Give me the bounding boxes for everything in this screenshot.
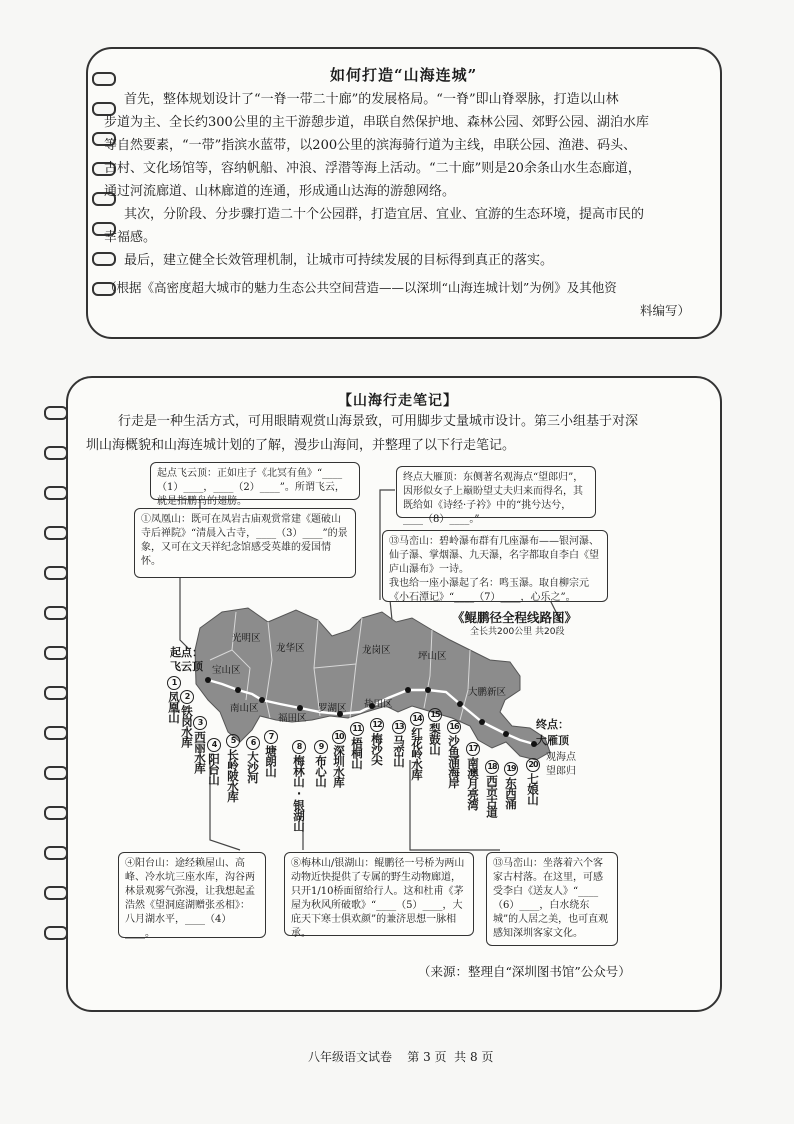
article-line: 最后，建立健全长效管理机制，让城市可持续发展的目标得到真正的落实。 xyxy=(124,253,554,268)
article-line: 首先，整体规划设计了“一脊一带二十廊”的发展格局。“一脊”即山脊翠脉，打造以山林 xyxy=(124,92,619,107)
stop-label: 13马峦山 xyxy=(392,722,406,767)
end-sub2: 望郎归 xyxy=(546,766,576,777)
end-name: 大雁顶 xyxy=(536,734,569,747)
note-maluan-a: ⑬马峦山：碧岭瀑布群有几座瀑布——银河瀑、仙子瀑、掌烟瀑、九天瀑，名字都取自李白《望庐山瀑布》一诗。 xyxy=(389,536,599,575)
notes-title: 【山海行走笔记】 xyxy=(338,393,458,409)
article-line: 等自然要素，“一带”指滨水蓝带，以200公里的滨海骑行道为主线，串联公园、渔港、码头、 xyxy=(104,138,637,153)
notes-source: （来源：整理自“深圳图书馆”公众号） xyxy=(418,964,631,979)
stop-label: 1凤凰山 xyxy=(167,678,181,723)
note-fenghuang: ①凤凰山：既可在凤岩古庙观赏常建《题破山寺后禅院》“清晨入古寺，____（3）____”的景象，又可在文天祥纪念馆感受英雄的爱国情怀。 xyxy=(134,508,356,578)
page-footer: 八年级语文试卷 第 3 页 共 8 页 xyxy=(308,1050,494,1064)
article-line: 通过河流廊道、山林廊道的连通，形成通山达海的游憩网络。 xyxy=(104,184,456,199)
article-title: 如何打造“山海连城” xyxy=(330,66,478,84)
stop-label: 5长岭陂水库 xyxy=(226,736,240,802)
note-yangtai: ④阳台山：途经赖屋山、高峰、冷水坑三座水库，沟谷两林景观雾气弥漫，让我想起孟浩然《望洞庭湖赠张丞相》：八月湖水平，____（4）____。 xyxy=(118,852,266,938)
start-name: 飞云顶 xyxy=(170,660,203,673)
note-start: 起点飞云顶：正如庄子《北冥有鱼》“____（1）____，____（2）____”。所谓飞云，就是指鹏鸟的翅膀。 xyxy=(150,462,360,500)
stop-label: 7塘朗山 xyxy=(264,732,278,777)
end-label: 终点： xyxy=(536,718,569,731)
district-label: 福田区 xyxy=(278,713,307,724)
stop-label: 15梨鼓山 xyxy=(428,710,442,755)
stop-label: 8梅林山·银湖山 xyxy=(292,742,306,831)
article-line: 幸福感。 xyxy=(104,230,157,245)
stop-label: 6大沙河 xyxy=(246,738,260,783)
article-citation-end: 料编写） xyxy=(640,303,691,318)
note-meilin: ⑧梅林山/银湖山：鲲鹏径一号桥为两山动物近快提供了专属的野生动物廊道，只开1/10桥面留给行人。这和杜甫《茅屋为秋风所破歌》“____（5）____，大庇天下寒士俱欢颜”的兼济思想一脉相承。 xyxy=(284,852,474,936)
district-label: 宝山区 xyxy=(212,665,241,676)
note-end: 终点大雁顶：东侧著名观海点“望郎归”，因形似女子上巅盼望丈夫归来而得名，其既给如《诗经·子衿》中的“挑兮达兮，____（8）____。” xyxy=(396,466,596,518)
stop-label: 11梧桐山 xyxy=(350,724,364,769)
stop-label: 4阳台山 xyxy=(207,740,221,785)
notes-intro-line: 行走是一种生活方式，可用眼睛观赏山海景致，可用脚步丈量城市设计。第三小组基于对深 xyxy=(118,414,639,429)
stop-label: 16沙鱼涌海岸 xyxy=(447,722,461,788)
stop-label: 10深圳水库 xyxy=(332,732,346,787)
stop-label: 19东西涌 xyxy=(504,764,518,809)
district-label: 大鹏新区 xyxy=(468,687,507,698)
article-line: 其次，分阶段、分步骤打造二十个公园群，打造宜居、宜业、宜游的生态环境，提高市民的 xyxy=(124,207,645,222)
stop-label: 20七娘山 xyxy=(526,760,540,805)
note-maluan-waterfall xyxy=(382,530,608,602)
stop-label: 12梅沙尖 xyxy=(370,720,384,765)
district-label: 坪山区 xyxy=(418,651,447,662)
article-line: 步道为主、全长约300公里的主干游憩步道，串联自然保护地、森林公园、郊野公园、湖泊水库 xyxy=(104,115,649,130)
map-subtitle: 全长共200公里 共20段 xyxy=(470,627,565,637)
district-label: 盐田区 xyxy=(364,699,393,710)
district-label: 光明区 xyxy=(232,633,261,644)
district-label: 龙岗区 xyxy=(362,645,391,656)
district-label: 南山区 xyxy=(230,703,259,714)
district-label: 罗湖区 xyxy=(318,703,347,714)
notes-intro-line: 圳山海概貌和山海连城计划的了解，漫步山海间，并整理了以下行走笔记。 xyxy=(86,438,516,453)
article-citation: （根据《高密度超大城市的魅力生态公共空间营造——以深圳“山海连城计划”为例》及其他资 xyxy=(104,280,617,295)
stop-label: 3西丽水库 xyxy=(193,718,207,773)
note-maluan-village: ⑬马峦山：坐落着六个客家古村落。在这里，可感受李白《送友人》“____（6）____，白水绕东城”的人居之美，也可直观感知深圳客家文化。 xyxy=(486,852,618,946)
stop-label: 18西贡古道 xyxy=(485,762,499,817)
article-line: 古村、文化场馆等，容纳帆船、冲浪、浮潜等海上活动。“二十廊”则是20余条山水生态廊道， xyxy=(104,161,641,176)
start-label: 起点： xyxy=(170,646,203,659)
stop-label: 9布心山 xyxy=(314,742,328,787)
stop-label: 17南澳月亮湾 xyxy=(466,744,480,810)
end-sub1: 观海点 xyxy=(546,752,576,763)
stop-label: 14红花岭水库 xyxy=(410,714,424,780)
district-label: 龙华区 xyxy=(276,643,305,654)
note-maluan-b: 我也给一座小瀑起了名：鸣玉瀑。取自柳宗元《小石潭记》“____（7）____，心乐之”。 xyxy=(389,578,589,603)
stop-label: 2铁岗水库 xyxy=(180,692,194,747)
map-title: 《鲲鹏径全程线路图》 xyxy=(452,610,578,625)
